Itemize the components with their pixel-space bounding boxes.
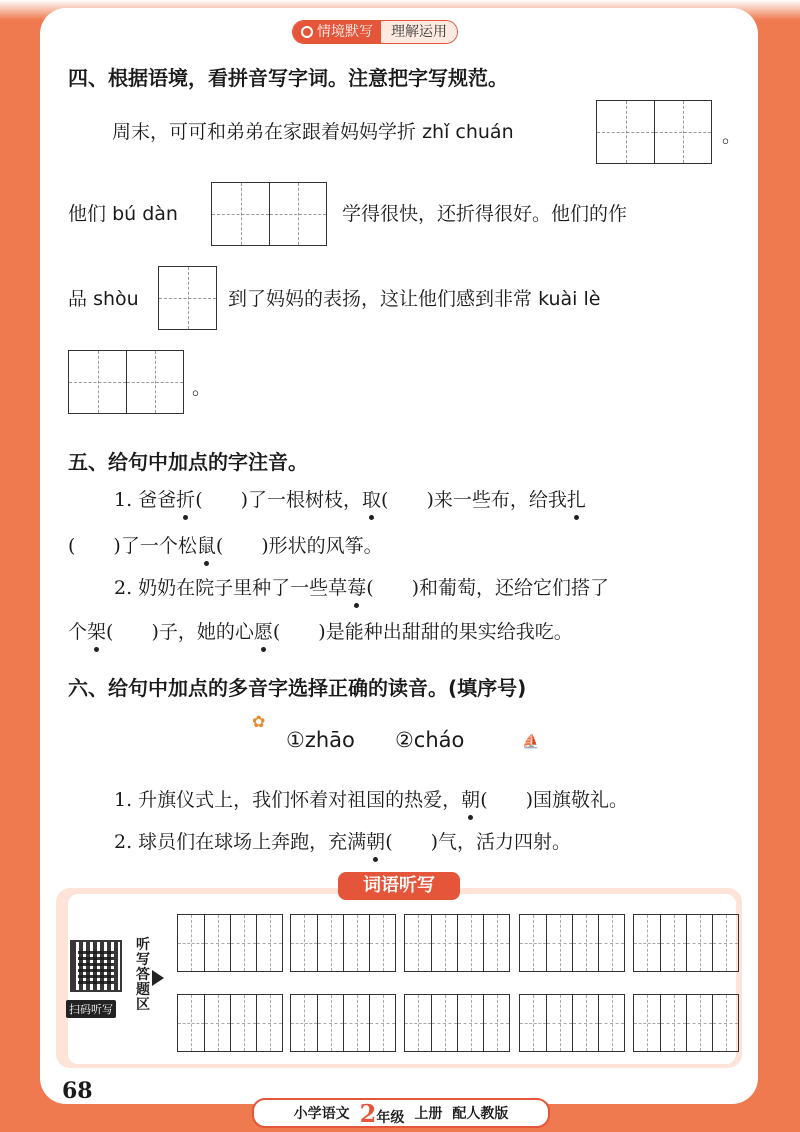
s6-sentence2: 2. 球员们在球场上奔跑，充满朝( )气，活力四射。 bbox=[114, 828, 571, 856]
dotted-char: 架 bbox=[87, 618, 106, 646]
dotted-char: 莓 bbox=[347, 574, 366, 602]
dictation-grid[interactable] bbox=[290, 994, 396, 1052]
qr-code-icon[interactable] bbox=[70, 940, 122, 992]
pinyin-options bbox=[286, 728, 464, 752]
answer-grid-1[interactable] bbox=[596, 100, 712, 164]
dotted-char: 扎 bbox=[567, 486, 586, 514]
s5-sentence2-line1: 2. 奶奶在院子里种了一些草莓( )和葡萄，还给它们搭了 bbox=[114, 574, 609, 602]
header-tag-secondary: 理解运用 bbox=[381, 21, 457, 43]
answer-grid-3[interactable] bbox=[158, 266, 217, 330]
dictation-grid[interactable] bbox=[519, 914, 625, 972]
s4-line3-mid: 到了妈妈的表扬，这让他们感到非常 kuài lè bbox=[228, 288, 601, 310]
answer-grid-2[interactable] bbox=[211, 182, 327, 246]
dictation-grid[interactable] bbox=[404, 914, 510, 972]
period-2: 。 bbox=[192, 377, 212, 399]
dotted-char: 愿 bbox=[254, 618, 273, 646]
section6-title: 六、给句中加点的多音字选择正确的读音。(填序号) bbox=[68, 676, 527, 700]
option-2: ②cháo bbox=[394, 728, 465, 752]
section-header-tag bbox=[292, 20, 458, 44]
dotted-char: 鼠 bbox=[197, 532, 216, 560]
answer-zone-label: 听写答题区 bbox=[136, 937, 150, 1013]
pinyin-kuai-le: kuài lè bbox=[538, 288, 601, 310]
pinyin-bu-dan: bú dàn bbox=[112, 203, 178, 225]
s6-sentence1: 1. 升旗仪式上，我们怀着对祖国的热爱，朝( )国旗敬礼。 bbox=[114, 786, 628, 814]
answer-grid-4[interactable] bbox=[68, 350, 184, 414]
dictation-grid[interactable] bbox=[177, 994, 283, 1052]
dictation-title: 词语听写 bbox=[338, 872, 460, 900]
pinyin-shou: shòu bbox=[93, 288, 139, 310]
section4-title: 四、根据语境，看拼音写字词。注意把字写规范。 bbox=[68, 66, 508, 90]
dictation-grid[interactable] bbox=[404, 994, 510, 1052]
dotted-char: 朝 bbox=[461, 786, 480, 814]
dotted-char: 折 bbox=[176, 486, 195, 514]
dictation-grid[interactable] bbox=[633, 994, 739, 1052]
target-icon bbox=[301, 26, 313, 38]
grade-number: 2 bbox=[359, 1098, 377, 1128]
section5-title: 五、给句中加点的字注音。 bbox=[68, 450, 308, 474]
dotted-char: 朝 bbox=[366, 828, 385, 856]
s4-line1: 周末，可可和弟弟在家跟着妈妈学折 zhǐ chuán bbox=[112, 121, 514, 143]
paper-boat-icon: ⛵ bbox=[522, 734, 540, 750]
header-tag-primary: 情境默写 bbox=[317, 24, 373, 40]
s5-sentence1-line2: ( )了一个松鼠( )形状的风筝。 bbox=[68, 532, 383, 560]
book-info-footer bbox=[252, 1098, 550, 1128]
edition-label: 配人教版 bbox=[452, 1106, 509, 1122]
dictation-grid[interactable] bbox=[177, 914, 283, 972]
dotted-char: 取 bbox=[362, 486, 381, 514]
arrow-right-icon bbox=[152, 970, 164, 986]
grade-unit: 年级 bbox=[376, 1109, 405, 1126]
qr-label: 扫码听写 bbox=[66, 1000, 116, 1018]
bee-icon: ✿ bbox=[252, 712, 266, 731]
period-1: 。 bbox=[722, 125, 742, 147]
s4-line3-start: 品 shòu bbox=[68, 288, 139, 310]
s4-line2-end: 学得很快，还折得很好。他们的作 bbox=[342, 203, 628, 225]
page-number: 68 bbox=[62, 1078, 93, 1104]
dictation-grid[interactable] bbox=[633, 914, 739, 972]
s4-line2-start: 他们 bú dàn bbox=[68, 203, 178, 225]
s5-sentence2-line2: 个架( )子，她的心愿( )是能种出甜甜的果实给我吃。 bbox=[68, 618, 573, 646]
s5-sentence1-line1: 1. 爸爸折( )了一根树枝，取( )来一些布，给我扎 bbox=[114, 486, 586, 514]
volume-label: 上册 bbox=[414, 1106, 443, 1122]
pinyin-zhi-chuan: zhǐ chuán bbox=[422, 121, 514, 143]
option-1: ①zhāo bbox=[286, 728, 355, 752]
subject-label: 小学语文 bbox=[293, 1106, 350, 1122]
dictation-grid[interactable] bbox=[519, 994, 625, 1052]
dictation-grid[interactable] bbox=[290, 914, 396, 972]
